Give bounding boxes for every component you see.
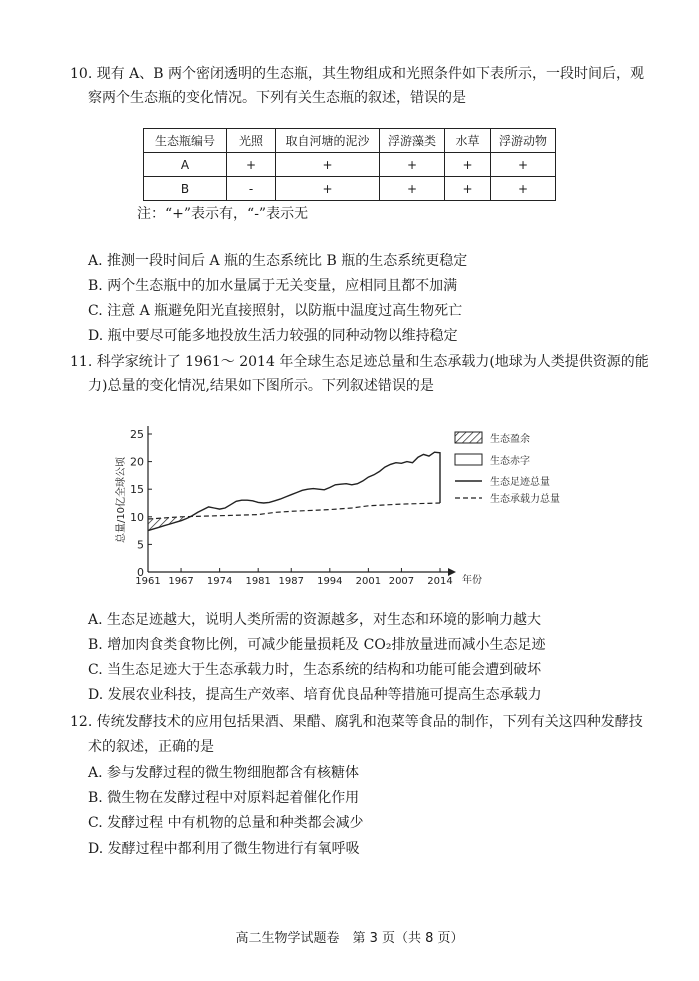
table-header: 浮游动物 xyxy=(491,129,556,153)
q10-option-b: B. 两个生态瓶中的加水量属于无关变量，应相同且都不加满 xyxy=(88,278,458,294)
x-tick-label: 1994 xyxy=(317,576,343,587)
x-tick-label: 2014 xyxy=(427,576,453,587)
y-tick-label: 20 xyxy=(130,455,144,469)
capacity-line xyxy=(148,503,440,519)
table-cell: + xyxy=(380,177,445,201)
y-tick-label: 5 xyxy=(137,538,144,552)
table-cell: + xyxy=(445,177,491,201)
table-header: 水草 xyxy=(445,129,491,153)
q12-option-b: B. 微生物在发酵过程中对原料起着催化作用 xyxy=(88,790,360,806)
page-footer: 高二生物学试题卷 第 3 页（共 8 页） xyxy=(235,931,464,946)
legend-swatch-surplus xyxy=(455,432,482,443)
q11-option-d: D. 发展农业科技，提高生产效率、培育优良品种等措施可提高生态承载力 xyxy=(88,687,542,703)
table-header: 光照 xyxy=(227,129,276,153)
legend-label-footprint: 生态足迹总量 xyxy=(490,477,550,488)
x-tick-label: 1967 xyxy=(168,576,194,587)
table-cell: + xyxy=(491,153,556,177)
q10-option-c: C. 注意 A 瓶避免阳光直接照射，以防瓶中温度过高生物死亡 xyxy=(88,303,463,319)
y-tick-label: 10 xyxy=(130,510,144,524)
legend-label-surplus: 生态盈余 xyxy=(490,434,530,445)
y-tick-label: 25 xyxy=(130,428,144,441)
table-header-row xyxy=(144,129,556,153)
q10-stem-line2: 察两个生态瓶的变化情况。下列有关生态瓶的叙述，错误的是 xyxy=(88,90,466,106)
q11-option-b: B. 增加肉食类食物比例，可减少能量损耗及 CO₂排放量进而减小生态足迹 xyxy=(88,637,546,653)
q12-option-c: C. 发酵过程 中有机物的总量和种类都会减少 xyxy=(88,815,364,831)
table-cell: + xyxy=(445,153,491,177)
legend-label-deficit: 生态赤字 xyxy=(490,456,530,467)
q12-stem-line2: 术的叙述，正确的是 xyxy=(88,739,214,755)
x-tick-label: 2007 xyxy=(388,576,415,587)
q12-option-d: D. 发酵过程中都利用了微生物进行有氧呼吸 xyxy=(88,841,360,857)
q10-stem-line1: 10. 现有 A、B 两个密闭透明的生态瓶，其生物组成和光照条件如下表所示，一段时间后，观 xyxy=(70,66,645,82)
q11-option-c: C. 当生态足迹大于生态承载力时，生态系统的结构和功能可能会遭到破坏 xyxy=(88,662,542,678)
table-cell: + xyxy=(380,153,445,177)
y-tick-label: 0 xyxy=(137,566,144,579)
table-cell: + xyxy=(227,153,276,177)
x-tick-label: 1981 xyxy=(245,576,271,587)
table-row xyxy=(144,153,556,177)
x-axis-label: 年份 xyxy=(462,575,482,586)
q12-stem-line1: 12. 传统发酵技术的应用包括果酒、果醋、腐乳和泡菜等食品的制作，下列有关这四种发酵技 xyxy=(70,714,643,730)
table-header: 取自河塘的泥沙 xyxy=(276,129,380,153)
table-cell: + xyxy=(491,177,556,201)
q10-option-d: D. 瓶中要尽可能多地投放生活力较强的同种动物以维持稳定 xyxy=(88,328,458,344)
q10-option-a: A. 推测一段时间后 A 瓶的生态系统比 B 瓶的生态系统更稳定 xyxy=(88,253,468,269)
q12-option-a: A. 参与发酵过程的微生物细胞都含有核糖体 xyxy=(88,765,360,781)
y-tick-label: 15 xyxy=(130,483,144,497)
legend-swatch-deficit xyxy=(455,454,482,465)
q11-stem-line1: 11. 科学家统计了 1961～ 2014 年全球生态足迹总量和生态承载力(地球为人类提供资源的能 xyxy=(70,354,649,370)
eco-bottle-table xyxy=(143,128,556,201)
table-header: 生态瓶编号 xyxy=(144,129,227,153)
footprint-chart xyxy=(110,420,590,592)
legend-label-capacity: 生态承载力总量 xyxy=(490,494,560,505)
q11-option-a: A. 生态足迹越大，说明人类所需的资源越多，对生态和环境的影响力越大 xyxy=(88,612,542,628)
table-note: 注：“+”表示有，“-”表示无 xyxy=(137,206,309,222)
x-tick-label: 1987 xyxy=(278,576,304,587)
x-axis-arrow xyxy=(448,568,456,576)
table-header: 浮游藻类 xyxy=(380,129,445,153)
table-cell: A xyxy=(144,153,227,177)
table-row xyxy=(144,177,556,201)
footprint-line xyxy=(148,452,440,530)
q11-stem-line2: 力)总量的变化情况,结果如下图所示。下列叙述错误的是 xyxy=(88,378,434,394)
x-tick-label: 2001 xyxy=(355,576,382,587)
x-tick-label: 1961 xyxy=(135,576,161,587)
table-cell: - xyxy=(227,177,276,201)
legend xyxy=(455,432,560,505)
table-cell: B xyxy=(144,177,227,201)
table-cell: + xyxy=(276,153,380,177)
x-tick-label: 1974 xyxy=(206,576,233,587)
y-axis-label: 总量/10亿全球公顷 xyxy=(116,456,127,544)
table-cell: + xyxy=(276,177,380,201)
